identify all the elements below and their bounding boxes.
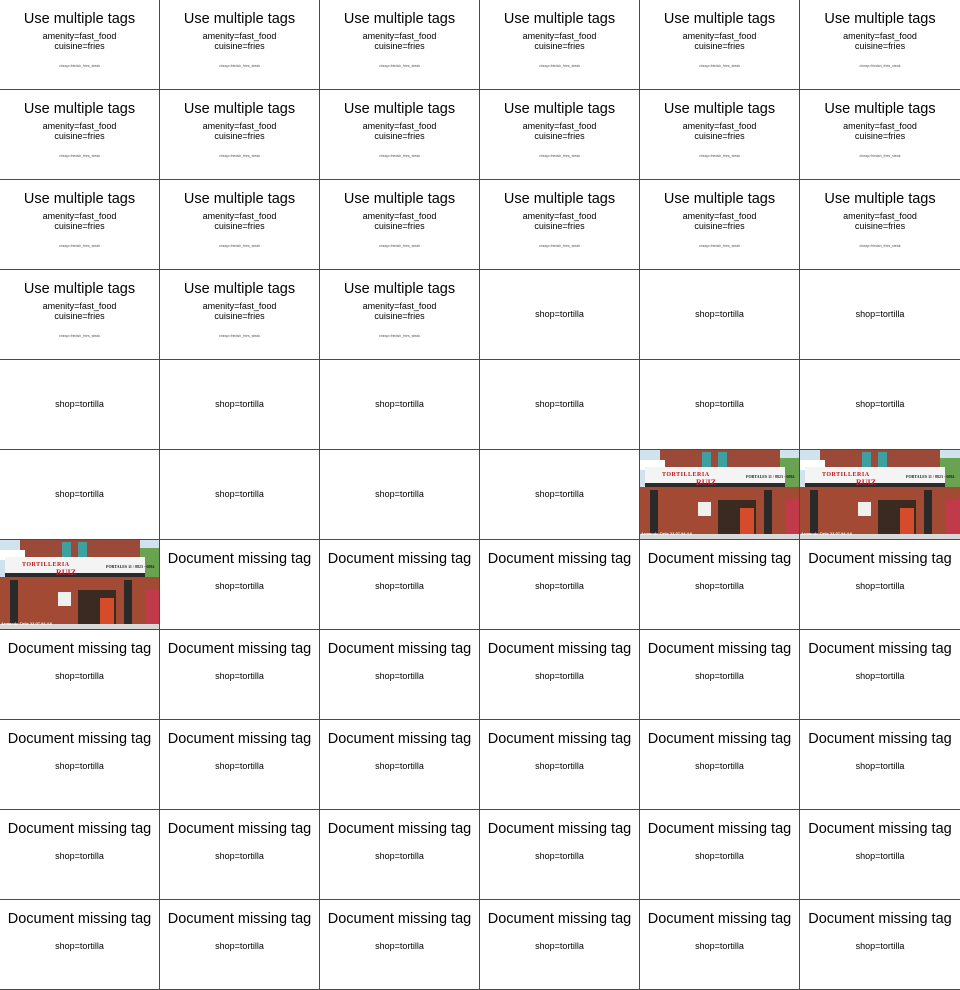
tag-fine-print: cheap=friedsh_fries_steak bbox=[859, 154, 901, 158]
tile-title: Document missing tag bbox=[487, 911, 632, 927]
tag-shop: shop=tortilla bbox=[695, 399, 744, 409]
tag-list bbox=[640, 400, 799, 410]
tile-document-missing-tag[interactable] bbox=[800, 810, 960, 900]
tag-list bbox=[480, 762, 639, 772]
tile-multiple-tags[interactable] bbox=[320, 270, 480, 360]
tile-title: Document missing tag bbox=[647, 821, 792, 837]
tag-amenity: amenity=fast_food bbox=[202, 31, 277, 41]
tag-list bbox=[0, 400, 159, 410]
tag-fine-print: cheap=friedsh_fries_steak bbox=[379, 334, 420, 338]
tag-shop: shop=tortilla bbox=[695, 671, 744, 681]
tag-shop: shop=tortilla bbox=[535, 671, 584, 681]
tile-shop-tag[interactable] bbox=[480, 270, 640, 360]
tag-amenity: amenity=fast_food bbox=[202, 121, 277, 131]
tag-shop: shop=tortilla bbox=[375, 671, 424, 681]
tag-cuisine: cuisine=fries bbox=[534, 220, 585, 231]
tag-fine-print: cheap=friedsh_fries_steak bbox=[219, 64, 260, 68]
tag-list bbox=[480, 400, 639, 410]
tile-multiple-tags[interactable] bbox=[800, 90, 960, 180]
sign-tortilleria: TORTILLERIA bbox=[662, 472, 710, 478]
tag-fine-print: cheap=friedsh_fries_steak bbox=[379, 154, 420, 158]
tag-list bbox=[480, 490, 639, 500]
tag-list bbox=[800, 310, 960, 320]
tag-cuisine: cuisine=fries bbox=[854, 130, 906, 141]
tag-amenity: amenity=fast_food bbox=[682, 121, 757, 131]
tile-title: Document missing tag bbox=[647, 641, 792, 657]
tile-multiple-tags[interactable] bbox=[0, 270, 160, 360]
tile-photo-tortilleria[interactable] bbox=[800, 450, 960, 540]
tile-shop-tag[interactable] bbox=[800, 270, 960, 360]
tag-cuisine: cuisine=fries bbox=[854, 40, 906, 51]
tag-shop: shop=tortilla bbox=[535, 581, 584, 591]
tag-list bbox=[160, 212, 319, 231]
tag-list bbox=[0, 852, 159, 862]
tag-fine-print: cheap=friedsh_fries_steak bbox=[219, 154, 260, 158]
tile-title: Document missing tag bbox=[167, 911, 312, 927]
tag-shop: shop=tortilla bbox=[215, 489, 264, 499]
tag-list bbox=[0, 762, 159, 772]
tile-multiple-tags[interactable] bbox=[640, 0, 800, 90]
tile-title: Document missing tag bbox=[327, 821, 472, 837]
tile-multiple-tags[interactable] bbox=[320, 90, 480, 180]
tile-multiple-tags[interactable] bbox=[640, 90, 800, 180]
tag-list bbox=[160, 852, 319, 862]
tag-cuisine: cuisine=fries bbox=[214, 40, 265, 51]
tag-list bbox=[800, 672, 960, 682]
tag-list bbox=[320, 942, 479, 952]
tag-list bbox=[640, 212, 799, 231]
tag-amenity: amenity=fast_food bbox=[843, 211, 917, 221]
tag-list bbox=[480, 212, 639, 231]
tag-amenity: amenity=fast_food bbox=[42, 301, 117, 311]
tag-fine-print: cheap=friedsh_fries_steak bbox=[539, 154, 580, 158]
tile-document-missing-tag[interactable] bbox=[480, 900, 640, 990]
tile-document-missing-tag[interactable] bbox=[160, 630, 320, 720]
tag-cuisine: cuisine=fries bbox=[54, 40, 105, 51]
tag-shop: shop=tortilla bbox=[55, 851, 104, 861]
tile-multiple-tags[interactable] bbox=[480, 90, 640, 180]
tag-list bbox=[160, 582, 319, 592]
tag-list bbox=[160, 302, 319, 321]
tile-multiple-tags[interactable] bbox=[480, 0, 640, 90]
tile-title: Use multiple tags bbox=[824, 101, 936, 117]
tag-shop: shop=tortilla bbox=[535, 761, 584, 771]
tile-title: Use multiple tags bbox=[183, 11, 296, 27]
tag-list bbox=[640, 310, 799, 320]
tile-title: Use multiple tags bbox=[503, 101, 616, 117]
tile-multiple-tags[interactable] bbox=[160, 0, 320, 90]
tile-title: Document missing tag bbox=[327, 731, 472, 747]
tile-document-missing-tag[interactable] bbox=[800, 540, 960, 630]
tag-list bbox=[160, 122, 319, 141]
tile-title: Use multiple tags bbox=[343, 101, 456, 117]
tile-title: Document missing tag bbox=[487, 641, 632, 657]
tag-amenity: amenity=fast_food bbox=[843, 31, 917, 41]
tile-multiple-tags[interactable] bbox=[480, 180, 640, 270]
tile-document-missing-tag[interactable] bbox=[480, 630, 640, 720]
tag-list bbox=[640, 852, 799, 862]
tile-shop-tag[interactable] bbox=[320, 450, 480, 540]
tile-document-missing-tag[interactable] bbox=[480, 810, 640, 900]
tag-list bbox=[160, 400, 319, 410]
tag-shop: shop=tortilla bbox=[215, 941, 264, 951]
tag-cuisine: cuisine=fries bbox=[854, 220, 906, 231]
tile-title: Use multiple tags bbox=[183, 281, 296, 297]
tile-title: Use multiple tags bbox=[183, 101, 296, 117]
tile-title: Document missing tag bbox=[808, 731, 952, 747]
tag-shop: shop=tortilla bbox=[55, 941, 104, 951]
tile-title: Document missing tag bbox=[647, 731, 792, 747]
tile-document-missing-tag[interactable] bbox=[800, 630, 960, 720]
tag-amenity: amenity=fast_food bbox=[682, 31, 757, 41]
tag-list bbox=[320, 32, 479, 51]
tile-title: Document missing tag bbox=[167, 641, 312, 657]
tile-title: Use multiple tags bbox=[503, 191, 616, 207]
tile-document-missing-tag[interactable] bbox=[800, 720, 960, 810]
tag-shop: shop=tortilla bbox=[535, 399, 584, 409]
tag-fine-print: cheap=friedsh_fries_steak bbox=[379, 64, 420, 68]
tag-list bbox=[320, 762, 479, 772]
tag-list bbox=[160, 762, 319, 772]
tag-list bbox=[640, 672, 799, 682]
tag-shop: shop=tortilla bbox=[375, 851, 424, 861]
tag-fine-print: cheap=friedsh_fries_steak bbox=[219, 334, 260, 338]
tag-shop: shop=tortilla bbox=[55, 399, 104, 409]
tile-title: Use multiple tags bbox=[824, 11, 936, 27]
tile-document-missing-tag[interactable] bbox=[640, 630, 800, 720]
tile-multiple-tags[interactable] bbox=[800, 0, 960, 90]
tile-title: Document missing tag bbox=[487, 821, 632, 837]
tag-fine-print: cheap=friedsh_fries_steak bbox=[539, 64, 580, 68]
tag-fine-print: cheap=friedsh_fries_steak bbox=[59, 64, 100, 68]
tile-document-missing-tag[interactable] bbox=[640, 540, 800, 630]
tag-list bbox=[320, 672, 479, 682]
tile-title: Use multiple tags bbox=[663, 11, 776, 27]
tile-title: Document missing tag bbox=[487, 551, 632, 567]
tile-photo-tortilleria[interactable] bbox=[640, 450, 800, 540]
tag-fine-print: cheap=friedsh_fries_steak bbox=[379, 244, 420, 248]
tile-title: Document missing tag bbox=[808, 911, 952, 927]
tag-list bbox=[320, 302, 479, 321]
tag-list bbox=[160, 942, 319, 952]
tile-document-missing-tag[interactable] bbox=[320, 720, 480, 810]
tag-list bbox=[800, 852, 960, 862]
tag-cuisine: cuisine=fries bbox=[214, 220, 265, 231]
tag-list bbox=[320, 122, 479, 141]
tag-shop: shop=tortilla bbox=[855, 671, 905, 681]
tag-fine-print: cheap=friedsh_fries_steak bbox=[539, 244, 580, 248]
tag-cuisine: cuisine=fries bbox=[374, 310, 425, 321]
tag-shop: shop=tortilla bbox=[855, 761, 905, 771]
tile-multiple-tags[interactable] bbox=[160, 90, 320, 180]
tile-shop-tag[interactable] bbox=[320, 360, 480, 450]
tag-shop: shop=tortilla bbox=[695, 309, 744, 319]
tag-list bbox=[480, 32, 639, 51]
storefront-photo bbox=[0, 540, 160, 630]
tag-list bbox=[0, 302, 159, 321]
tag-shop: shop=tortilla bbox=[375, 941, 424, 951]
sign-address: PORTALES 11 / 8823 - 6084 bbox=[746, 474, 795, 479]
tile-document-missing-tag[interactable] bbox=[160, 540, 320, 630]
tag-list bbox=[160, 672, 319, 682]
photo-credit: Armando Ortiz 22.07.04.4.6 bbox=[641, 531, 693, 536]
tile-title: Document missing tag bbox=[167, 551, 312, 567]
tag-cuisine: cuisine=fries bbox=[374, 130, 425, 141]
tile-title: Document missing tag bbox=[327, 551, 472, 567]
tag-amenity: amenity=fast_food bbox=[362, 301, 437, 311]
tag-list bbox=[480, 310, 639, 320]
tag-amenity: amenity=fast_food bbox=[362, 31, 437, 41]
tile-title: Document missing tag bbox=[7, 731, 152, 747]
tag-amenity: amenity=fast_food bbox=[42, 211, 117, 221]
tag-shop: shop=tortilla bbox=[855, 581, 905, 591]
tag-cuisine: cuisine=fries bbox=[54, 220, 105, 231]
tile-title: Use multiple tags bbox=[23, 11, 136, 27]
tag-cuisine: cuisine=fries bbox=[54, 310, 105, 321]
tile-document-missing-tag[interactable] bbox=[0, 630, 160, 720]
tile-title: Use multiple tags bbox=[343, 191, 456, 207]
tile-multiple-tags[interactable] bbox=[0, 0, 160, 90]
tile-shop-tag[interactable] bbox=[160, 450, 320, 540]
tag-amenity: amenity=fast_food bbox=[522, 121, 597, 131]
tile-title: Use multiple tags bbox=[183, 191, 296, 207]
tag-list bbox=[640, 762, 799, 772]
tile-shop-tag[interactable] bbox=[800, 360, 960, 450]
sign-address: PORTALES 11 / 8823 - 6084 bbox=[906, 474, 955, 479]
tag-cuisine: cuisine=fries bbox=[694, 40, 745, 51]
tag-shop: shop=tortilla bbox=[855, 851, 905, 861]
tile-multiple-tags[interactable] bbox=[800, 180, 960, 270]
tile-document-missing-tag[interactable] bbox=[320, 630, 480, 720]
tag-shop: shop=tortilla bbox=[535, 309, 584, 319]
tag-list bbox=[0, 490, 159, 500]
tile-title: Document missing tag bbox=[808, 641, 952, 657]
tag-shop: shop=tortilla bbox=[855, 399, 905, 409]
tag-cuisine: cuisine=fries bbox=[534, 40, 585, 51]
tag-shop: shop=tortilla bbox=[215, 851, 264, 861]
tag-list bbox=[320, 582, 479, 592]
tag-shop: shop=tortilla bbox=[695, 851, 744, 861]
tile-document-missing-tag[interactable] bbox=[0, 720, 160, 810]
tile-title: Document missing tag bbox=[808, 821, 952, 837]
tile-multiple-tags[interactable] bbox=[320, 0, 480, 90]
tile-document-missing-tag[interactable] bbox=[800, 900, 960, 990]
tile-multiple-tags[interactable] bbox=[160, 180, 320, 270]
storefront-photo bbox=[800, 450, 960, 540]
tag-list bbox=[800, 942, 960, 952]
tag-list bbox=[800, 762, 960, 772]
tag-fine-print: cheap=friedsh_fries_steak bbox=[59, 154, 100, 158]
tile-shop-tag[interactable] bbox=[640, 270, 800, 360]
tile-shop-tag[interactable] bbox=[480, 450, 640, 540]
tag-fine-print: cheap=friedsh_fries_steak bbox=[219, 244, 260, 248]
tile-title: Document missing tag bbox=[7, 821, 152, 837]
photo-credit: Armando Ortiz 22.07.04.4.6 bbox=[1, 621, 53, 626]
tag-shop: shop=tortilla bbox=[375, 399, 424, 409]
tag-amenity: amenity=fast_food bbox=[42, 31, 117, 41]
tile-title: Document missing tag bbox=[647, 551, 792, 567]
sign-ruiz: RUIZ bbox=[856, 478, 877, 487]
tag-shop: shop=tortilla bbox=[215, 581, 264, 591]
tile-title: Document missing tag bbox=[167, 731, 312, 747]
tag-amenity: amenity=fast_food bbox=[522, 211, 597, 221]
tag-shop: shop=tortilla bbox=[375, 761, 424, 771]
tag-fine-print: cheap=friedsh_fries_steak bbox=[59, 244, 100, 248]
tile-multiple-tags[interactable] bbox=[640, 180, 800, 270]
tag-shop: shop=tortilla bbox=[855, 941, 905, 951]
tag-list bbox=[320, 212, 479, 231]
tag-shop: shop=tortilla bbox=[215, 761, 264, 771]
tag-amenity: amenity=fast_food bbox=[362, 211, 437, 221]
tile-title: Document missing tag bbox=[327, 641, 472, 657]
sign-ruiz: RUIZ bbox=[696, 478, 717, 487]
tile-title: Document missing tag bbox=[7, 911, 152, 927]
tile-title: Use multiple tags bbox=[343, 281, 456, 297]
tag-list bbox=[640, 32, 799, 51]
tag-list bbox=[320, 490, 479, 500]
tag-shop: shop=tortilla bbox=[855, 309, 905, 319]
tag-cuisine: cuisine=fries bbox=[694, 220, 745, 231]
tile-title: Document missing tag bbox=[808, 551, 952, 567]
tag-shop: shop=tortilla bbox=[215, 399, 264, 409]
tile-photo-tortilleria[interactable] bbox=[0, 540, 160, 630]
tag-cuisine: cuisine=fries bbox=[214, 310, 265, 321]
tag-list bbox=[800, 32, 960, 51]
sign-ruiz: RUIZ bbox=[56, 568, 77, 577]
tile-document-missing-tag[interactable] bbox=[160, 720, 320, 810]
tile-title: Use multiple tags bbox=[23, 191, 136, 207]
tag-shop: shop=tortilla bbox=[375, 489, 424, 499]
tile-title: Use multiple tags bbox=[824, 191, 936, 207]
tag-list bbox=[0, 122, 159, 141]
tag-cuisine: cuisine=fries bbox=[694, 130, 745, 141]
tag-list bbox=[480, 582, 639, 592]
sign-tortilleria: TORTILLERIA bbox=[22, 562, 70, 568]
tile-document-missing-tag[interactable] bbox=[160, 900, 320, 990]
tag-shop: shop=tortilla bbox=[55, 761, 104, 771]
tile-multiple-tags[interactable] bbox=[160, 270, 320, 360]
tile-title: Use multiple tags bbox=[23, 101, 136, 117]
tile-title: Document missing tag bbox=[7, 641, 152, 657]
tile-multiple-tags[interactable] bbox=[0, 180, 160, 270]
tag-cuisine: cuisine=fries bbox=[534, 130, 585, 141]
tile-multiple-tags[interactable] bbox=[0, 90, 160, 180]
tag-list bbox=[800, 582, 960, 592]
tag-amenity: amenity=fast_food bbox=[362, 121, 437, 131]
tile-title: Document missing tag bbox=[167, 821, 312, 837]
sign-address: PORTALES 11 / 8823 - 6084 bbox=[106, 564, 155, 569]
sign-tortilleria: TORTILLERIA bbox=[822, 472, 870, 478]
tag-shop: shop=tortilla bbox=[535, 489, 584, 499]
tag-list bbox=[640, 942, 799, 952]
tile-document-missing-tag[interactable] bbox=[640, 900, 800, 990]
tag-list bbox=[800, 400, 960, 410]
tag-fine-print: cheap=friedsh_fries_steak bbox=[859, 64, 901, 68]
tag-amenity: amenity=fast_food bbox=[202, 211, 277, 221]
tag-fine-print: cheap=friedsh_fries_steak bbox=[699, 64, 740, 68]
tag-shop: shop=tortilla bbox=[215, 671, 264, 681]
tag-fine-print: cheap=friedsh_fries_steak bbox=[699, 154, 740, 158]
tile-title: Use multiple tags bbox=[503, 11, 616, 27]
tag-list bbox=[800, 122, 960, 141]
tag-list bbox=[480, 672, 639, 682]
tag-shop: shop=tortilla bbox=[535, 851, 584, 861]
tile-document-missing-tag[interactable] bbox=[320, 810, 480, 900]
tag-amenity: amenity=fast_food bbox=[42, 121, 117, 131]
tag-list bbox=[800, 212, 960, 231]
tile-document-missing-tag[interactable] bbox=[0, 900, 160, 990]
tile-document-missing-tag[interactable] bbox=[160, 810, 320, 900]
tag-list bbox=[640, 122, 799, 141]
tag-list bbox=[640, 582, 799, 592]
tile-title: Use multiple tags bbox=[663, 191, 776, 207]
tile-shop-tag[interactable] bbox=[480, 360, 640, 450]
tile-title: Use multiple tags bbox=[23, 281, 136, 297]
tile-title: Document missing tag bbox=[647, 911, 792, 927]
tag-list bbox=[320, 400, 479, 410]
tag-list bbox=[160, 32, 319, 51]
tag-amenity: amenity=fast_food bbox=[682, 211, 757, 221]
tag-cuisine: cuisine=fries bbox=[374, 40, 425, 51]
photo-credit: Armando Ortiz 22.07.04.4.6 bbox=[801, 531, 853, 536]
tag-fine-print: cheap=friedsh_fries_steak bbox=[59, 334, 100, 338]
tile-document-missing-tag[interactable] bbox=[480, 540, 640, 630]
tile-document-missing-tag[interactable] bbox=[480, 720, 640, 810]
tile-shop-tag[interactable] bbox=[0, 450, 160, 540]
tag-amenity: amenity=fast_food bbox=[202, 301, 277, 311]
tag-list bbox=[160, 490, 319, 500]
tag-fine-print: cheap=friedsh_fries_steak bbox=[699, 244, 740, 248]
tile-shop-tag[interactable] bbox=[640, 360, 800, 450]
tag-shop: shop=tortilla bbox=[535, 941, 584, 951]
tile-title: Use multiple tags bbox=[343, 11, 456, 27]
tile-multiple-tags[interactable] bbox=[320, 180, 480, 270]
tile-document-missing-tag[interactable] bbox=[640, 810, 800, 900]
tag-list bbox=[0, 212, 159, 231]
tag-amenity: amenity=fast_food bbox=[522, 31, 597, 41]
tile-document-missing-tag[interactable] bbox=[0, 810, 160, 900]
tag-shop: shop=tortilla bbox=[695, 941, 744, 951]
tag-list bbox=[0, 672, 159, 682]
storefront-photo bbox=[640, 450, 800, 540]
tag-list bbox=[480, 942, 639, 952]
tag-list bbox=[320, 852, 479, 862]
tag-fine-print: cheap=friedsh_fries_steak bbox=[859, 244, 901, 248]
tag-cuisine: cuisine=fries bbox=[374, 220, 425, 231]
tag-list bbox=[0, 32, 159, 51]
tile-shop-tag[interactable] bbox=[0, 360, 160, 450]
tile-document-missing-tag[interactable] bbox=[320, 540, 480, 630]
tile-title: Document missing tag bbox=[327, 911, 472, 927]
tile-document-missing-tag[interactable] bbox=[640, 720, 800, 810]
tag-list bbox=[480, 122, 639, 141]
tag-list bbox=[480, 852, 639, 862]
tag-shop: shop=tortilla bbox=[55, 489, 104, 499]
tile-title: Document missing tag bbox=[487, 731, 632, 747]
tag-cuisine: cuisine=fries bbox=[214, 130, 265, 141]
tag-shop: shop=tortilla bbox=[695, 581, 744, 591]
tag-shop: shop=tortilla bbox=[375, 581, 424, 591]
tag-amenity: amenity=fast_food bbox=[843, 121, 917, 131]
tag-shop: shop=tortilla bbox=[695, 761, 744, 771]
tag-shop: shop=tortilla bbox=[55, 671, 104, 681]
tag-cuisine: cuisine=fries bbox=[54, 130, 105, 141]
tile-shop-tag[interactable] bbox=[160, 360, 320, 450]
tile-document-missing-tag[interactable] bbox=[320, 900, 480, 990]
tag-list bbox=[0, 942, 159, 952]
tile-title: Use multiple tags bbox=[663, 101, 776, 117]
